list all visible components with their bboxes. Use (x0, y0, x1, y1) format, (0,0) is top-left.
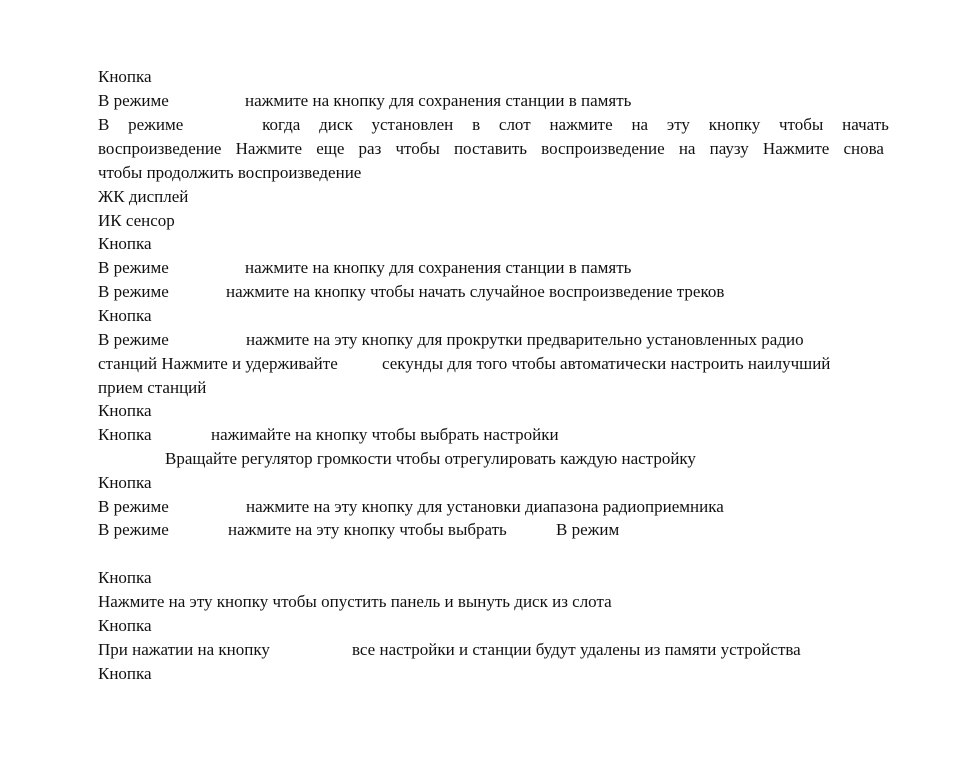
button-label: Кнопка (98, 425, 152, 444)
instruction-text: нажмите на кнопку для сохранения станции в память (245, 91, 632, 110)
instruction-text: станций Нажмите и удерживайте (98, 354, 338, 373)
play-instruction-line-2: воспроизведение Нажмите еще раз чтобы поставить воспроизведение на паузу Нажмите снова (98, 139, 884, 158)
button-heading-1: Кнопка (98, 67, 152, 86)
instruction-text: В режим (556, 520, 620, 539)
instruction-text: нажмите на эту кнопку для прокрутки предварительно установленных радио (246, 330, 804, 349)
button-heading-8: Кнопка (98, 664, 152, 683)
mode-label: В режиме (98, 330, 169, 349)
mode-label: В режиме (98, 520, 169, 539)
button-heading-5: Кнопка (98, 473, 152, 492)
instruction-text: прием станций (98, 378, 207, 397)
instruction-text: нажмите на эту кнопку для установки диапазона радиоприемника (246, 497, 724, 516)
mode-label: В режиме (98, 91, 169, 110)
instruction-text: Вращайте регулятор громкости чтобы отрегулировать каждую настройку (165, 449, 696, 468)
instruction-text: Нажмите на эту кнопку чтобы опустить панель и вынуть диск из слота (98, 592, 612, 611)
button-heading-4: Кнопка (98, 401, 152, 420)
instruction-text: нажмите на кнопку для сохранения станции в память (245, 258, 632, 277)
instruction-text: нажмите на эту кнопку чтобы выбрать (228, 520, 507, 539)
button-heading-7: Кнопка (98, 616, 152, 635)
play-instruction-line-3: чтобы продолжить воспроизведение (98, 163, 362, 182)
button-heading-3: Кнопка (98, 306, 152, 325)
instruction-text: секунды для того чтобы автоматически настроить наилучший (382, 354, 831, 373)
button-heading-6: Кнопка (98, 568, 152, 587)
lcd-display-label: ЖК дисплей (98, 187, 189, 206)
instruction-text: нажмите на кнопку чтобы начать случайное воспроизведение треков (226, 282, 725, 301)
play-instruction-line-1: В режиме когда диск установлен в слот нажмите на эту кнопку чтобы начать (98, 115, 889, 134)
instruction-text: все настройки и станции будут удалены из памяти устройства (352, 640, 801, 659)
instruction-text: нажимайте на кнопку чтобы выбрать настройки (211, 425, 559, 444)
mode-label: В режиме (98, 497, 169, 516)
button-heading-2: Кнопка (98, 234, 152, 253)
instruction-text: При нажатии на кнопку (98, 640, 270, 659)
mode-label: В режиме (98, 258, 169, 277)
mode-label: В режиме (98, 282, 169, 301)
ir-sensor-label: ИК сенсор (98, 211, 175, 230)
